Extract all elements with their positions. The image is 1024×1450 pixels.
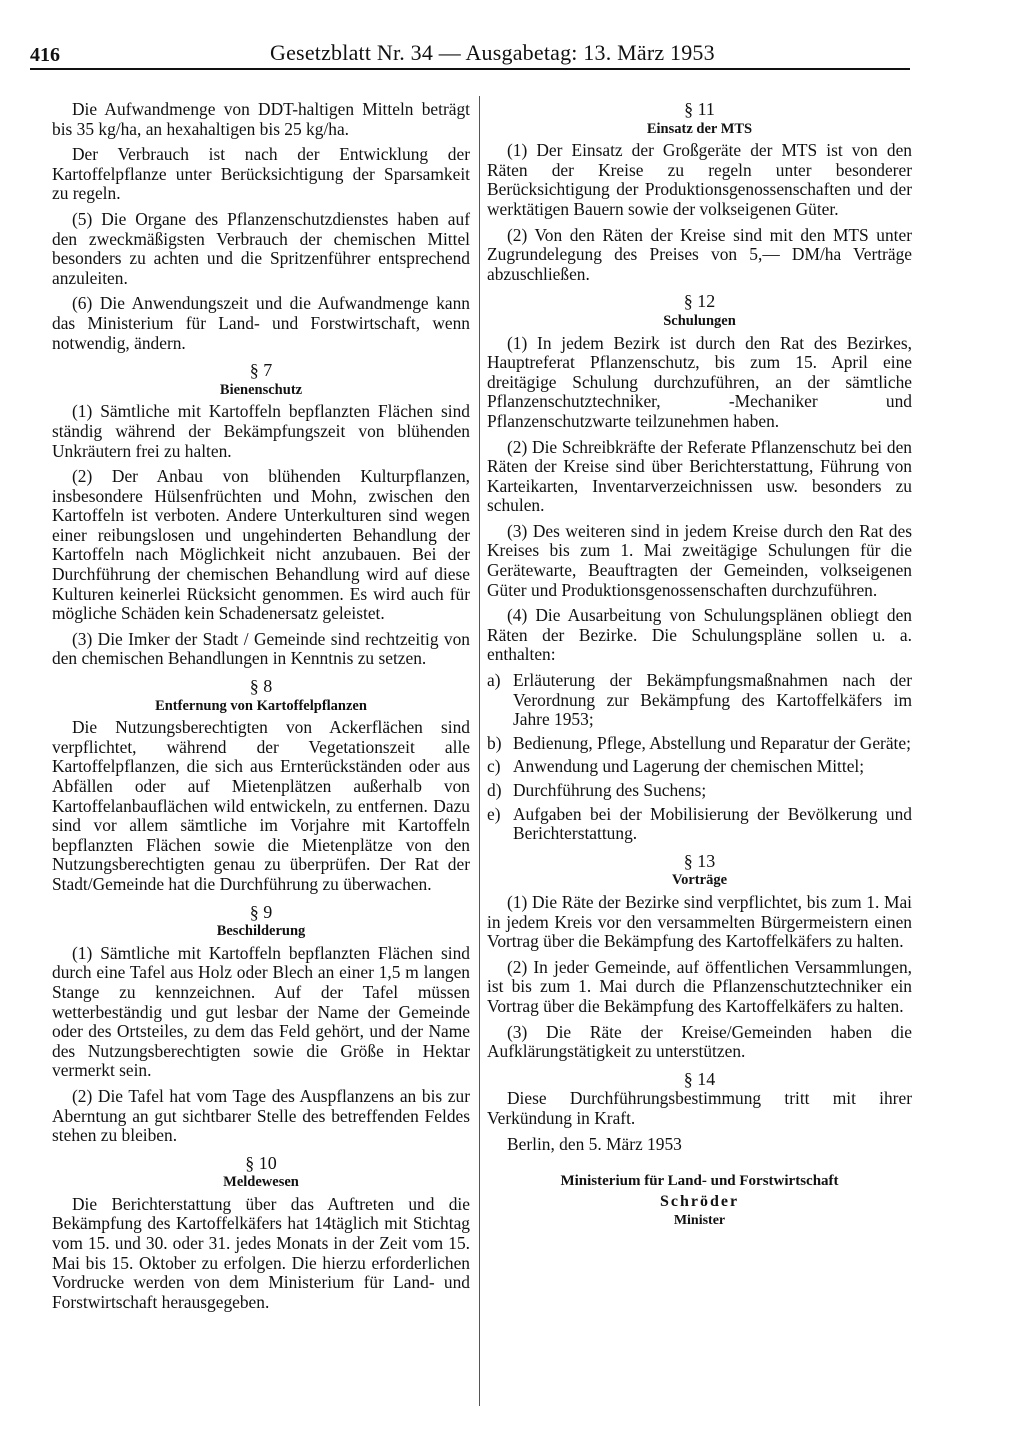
header-title: Gesetzblatt Nr. 34 — Ausgabetag: 13. März 1953 [270, 40, 715, 65]
place-date: Berlin, den 5. März 1953 [507, 1133, 682, 1154]
list-item-letter: c) [487, 756, 501, 777]
section-11-title: Einsatz der MTS [646, 120, 753, 137]
list-item-letter: d) [487, 780, 502, 800]
section-12-number: § 12 [683, 291, 716, 312]
section-9-title: Beschilderung [216, 923, 306, 940]
section-11-paragraph-1: (1) Der Einsatz der Großgeräte der MTS ist von den Räten der Kreise zu regeln unter besonderer Berücksichtigung der Produktionsgenossenschaften und der werktätigen Bauern sowie der volkseigenen Güter. [487, 140, 912, 219]
section-7-title: Bienenschutz [219, 381, 303, 398]
section-8-title: Entfernung von Kartoffelpflanzen [155, 697, 367, 714]
paragraph-aufwandmenge: Die Aufwandmenge von DDT-haltigen Mitteln beträgt bis 35 kg/ha, an hexahaltigen bis 25 kg/ha. [52, 99, 470, 139]
section-12-title: Schulungen [663, 312, 736, 329]
section-7-paragraph-1: (1) Sämtliche mit Kartoffeln bepflanzten Flächen sind ständig während der Bekämpfungszeit von blühenden Unkräutern frei zu halten. [52, 401, 470, 461]
section-13-paragraph-3: (3) Die Räte der Kreise/Gemeinden haben die Aufklärungstätigkeit zu unterstützen. [487, 1021, 912, 1062]
list-item-text: Erläuterung der Bekämpfungsmaßnahmen nach der Verordnung zur Bekämpfung des Kartoffelkäfers im Jahre 1953; [513, 670, 912, 730]
section-10-title: Meldewesen [223, 1174, 299, 1191]
section-14-paragraph-1: Diese Durchführungsbestimmung tritt mit ihrer Verkündung in Kraft. [487, 1088, 912, 1128]
section-12-paragraph-1: (1) In jedem Bezirk ist durch den Rat des Bezirkes, Hauptreferat Pflanzenschutz, bis zum 15. April eine dreitägige Schulung durchzuführen, an der sämtliche Pflanzenschutztechniker, -Mechaniker und Pflanzenschutzwarte teilzunehmen haben. [487, 332, 912, 431]
paragraph-verbrauch: Der Verbrauch ist nach der Entwicklung der Kartoffelpflanze unter Berücksichtigung der Sparsamkeit zu regeln. [52, 144, 470, 204]
list-item-text: Aufgaben bei der Mobilisierung der Bevölkerung und Berichterstattung. [513, 803, 912, 844]
section-13-number: § 13 [683, 850, 716, 871]
list-item-text: Durchführung des Suchens; [513, 780, 707, 800]
list-item [487, 734, 912, 754]
paragraph-5: (5) Die Organe des Pflanzenschutzdienstes haben auf den zweckmäßigsten Verbrauch der chemischen Mittel besonders zu achten und die Spritzenführer entsprechend anzuleiten. [52, 208, 470, 288]
list-item-letter: e) [487, 803, 501, 824]
section-10-number: § 10 [245, 1152, 277, 1173]
right-column [487, 100, 912, 1231]
page-number: 416 [30, 44, 60, 66]
section-11-paragraph-2: (2) Von den Räten der Kreise sind mit den MTS unter Zugrundelegung des Preises von 5,— DM/ha Verträge abzuschließen. [487, 224, 912, 284]
section-8-paragraph-1: Die Nutzungsberechtigten von Ackerflächen sind verpflichtet, während der Vegetationszeit alle Kartoffelpflanzen, die sich aus Ernterückständen oder aus Abfällen oder auf Mietenplätzen außerhalb von Kartoffelanbauflächen wild entwickeln, zu entfernen. Dazu sind vor allem sämtliche im Vorjahre mit Kartoffeln bepflanzten Flächen sowie die Mietenplätze von den Nutzungsberechtigten genau zu überprüfen. Der Rat der Stadt/Gemeinde hat die Durchführung zu überwachen. [52, 717, 470, 894]
signer-role: Minister [673, 1213, 726, 1229]
section-11-number: § 11 [684, 99, 715, 119]
left-column [52, 100, 470, 1318]
section-13-title: Vorträge [671, 872, 728, 889]
section-8-number: § 8 [249, 676, 273, 697]
list-item-letter: b) [487, 732, 502, 753]
list-item [487, 671, 912, 730]
section-12-paragraph-3: (3) Des weiteren sind in jedem Kreise durch den Rat des Kreises bis zum 1. Mai zweitägige Schulungen für die Gerätewarte, Beauftragten der Gemeinden, volkseigenen Güter und Produktionsgenossenschaften durchzuführen. [487, 520, 912, 600]
page-header [30, 38, 910, 70]
section-10-paragraph-1: Die Berichterstattung über das Auftreten und die Bekämpfung des Kartoffelkäfers hat 14täglich mit Stichtag vom 15. und 30. oder 31. jedes Monats in der Zeit vom 15. Mai bis 15. Oktober zu erfolgen. Die hierzu erforderlichen Vordrucke werden von dem Ministerium für Land- und Forstwirtschaft herausgegeben. [52, 1193, 470, 1312]
signer-organization: Ministerium für Land- und Forstwirtschaft [560, 1173, 839, 1190]
section-13-paragraph-2: (2) In jeder Gemeinde, auf öffentlichen Versammlungen, ist bis zum 1. Mai durch die Pflanzenschutztechniker ein Vortrag über die Bekämpfung des Kartoffelkäfers zu halten. [487, 956, 912, 1016]
signer-name: Schröder [659, 1192, 740, 1210]
list-item-text: Anwendung und Lagerung der chemischen Mittel; [513, 756, 865, 777]
list-item-text: Bedienung, Pflege, Abstellung und Reparatur der Geräte; [513, 732, 911, 753]
section-14-number: § 14 [683, 1068, 716, 1089]
section-9-paragraph-2: (2) Die Tafel hat vom Tage des Auspflanzens an bis zur Aberntung an gut sichtbarer Stelle des betreffenden Feldes stehen zu bleiben. [52, 1085, 470, 1146]
section-13-paragraph-1: (1) Die Räte der Bezirke sind verpflichtet, bis zum 1. Mai in jedem Kreis vor den versammelten Bürgermeistern einen Vortrag über die Bekämpfung des Kartoffelkäfers zu halten. [487, 891, 912, 952]
section-12-paragraph-4: (4) Die Ausarbeitung von Schulungsplänen obliegt den Räten der Bezirke. Die Schulungspläne sollen u. a. enthalten: [487, 605, 912, 665]
list-item [487, 757, 912, 777]
list-item-letter: a) [487, 670, 501, 691]
section-9-paragraph-1: (1) Sämtliche mit Kartoffeln bepflanzten Flächen sind durch eine Tafel aus Holz oder Blech an einer 1,5 m langen Stange zu kennzeichnen. Auf der Tafel müssen wetterbeständig und gut lesbar der Name der Gemeinde oder des Ortsteiles, zu dem das Feld gehört, und der Name des Nutzungsberechtigten sowie die Größe in Hektar vermerkt sein. [52, 942, 470, 1081]
list-item [487, 805, 912, 844]
section-12-paragraph-2: (2) Die Schreibkräfte der Referate Pflanzenschutz bei den Räten der Kreise sind über Berichterstattung, Führung von Karteikarten, Inventarverzeichnissen usw. besonders zu schulen. [487, 436, 912, 516]
section-7-number: § 7 [249, 360, 273, 381]
section-7-paragraph-3: (3) Die Imker der Stadt / Gemeinde sind rechtzeitig von den chemischen Behandlungen in Kenntnis zu setzen. [52, 628, 470, 669]
list-item [487, 781, 912, 801]
column-divider [479, 96, 480, 1406]
section-7-paragraph-2: (2) Der Anbau von blühenden Kulturpflanzen, insbesondere Hülsenfrüchten und Mohn, zwischen den Kartoffeln ist verboten. Andere Unterkulturen sind wegen einer reibungslosen und ungehinderten Behandlung der Kartoffeln nach Möglichkeit nicht anzubauen. Bei der Durchführung der chemischen Behandlung wird auf diese Kulturen keinerlei Rücksicht genommen. Es wird auch für mögliche Schäden kein Schadenersatz geleistet. [52, 466, 470, 624]
section-9-number: § 9 [249, 901, 273, 922]
paragraph-6: (6) Die Anwendungszeit und die Aufwandmenge kann das Ministerium für Land- und Forstwirtschaft, wenn notwendig, ändern. [52, 293, 470, 353]
